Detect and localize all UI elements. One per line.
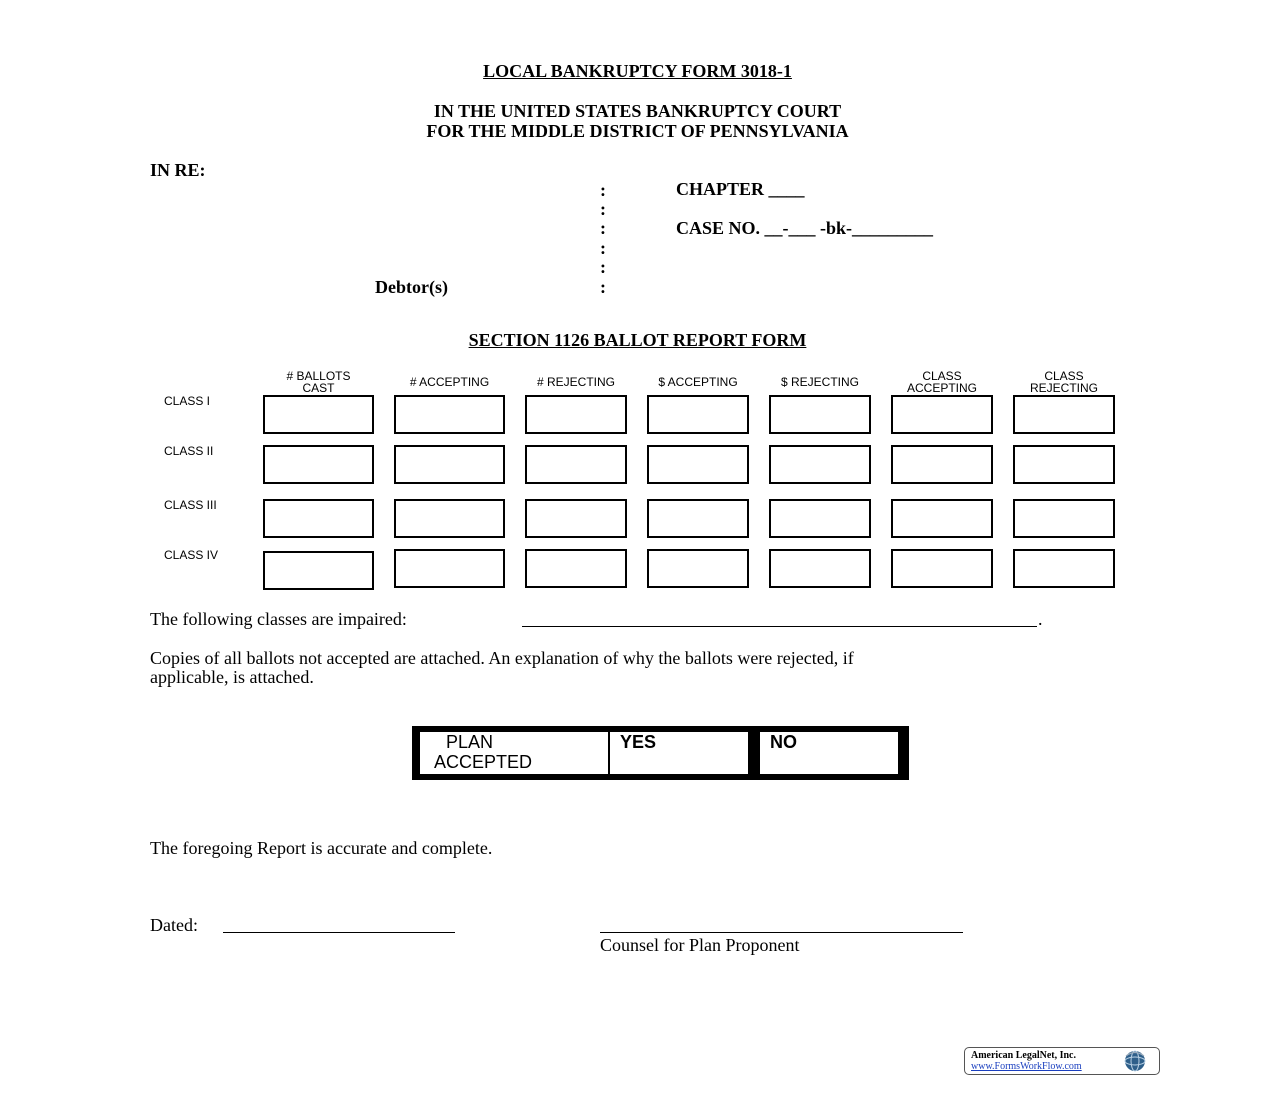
ballot-cell[interactable] — [1013, 395, 1115, 434]
row-label: CLASS II — [164, 444, 214, 458]
dated-field[interactable] — [223, 932, 455, 933]
ballot-cell[interactable] — [769, 499, 871, 538]
ballot-cell[interactable] — [525, 499, 627, 538]
ballot-cell[interactable] — [263, 445, 374, 484]
american-legalnet-badge — [964, 1047, 1160, 1075]
column-header-line: # REJECTING — [536, 375, 615, 389]
column-header-line: CLASS — [922, 369, 962, 383]
counsel-label: Counsel for Plan Proponent — [600, 935, 800, 955]
ballot-cell[interactable] — [769, 549, 871, 588]
chapter-field: CHAPTER ____ — [676, 179, 805, 199]
column-header-line: CLASS — [1044, 369, 1084, 383]
section-title: SECTION 1126 BALLOT REPORT FORM — [468, 330, 807, 350]
impaired-classes-field[interactable] — [522, 626, 1037, 627]
badge-url[interactable]: www.FormsWorkFlow.com — [971, 1061, 1082, 1072]
counsel-signature-line[interactable] — [600, 932, 963, 933]
plan-no-cell[interactable] — [760, 732, 898, 774]
ballot-cell[interactable] — [891, 499, 993, 538]
ballot-cell[interactable] — [263, 551, 374, 590]
column-header-line: REJECTING — [1029, 381, 1098, 395]
column-header-line: # ACCEPTING — [409, 375, 490, 389]
column-header-line: # BALLOTS — [286, 369, 351, 383]
ballot-cell[interactable] — [525, 445, 627, 484]
accurate-statement: The foregoing Report is accurate and complete. — [150, 838, 493, 858]
ballot-cell[interactable] — [891, 549, 993, 588]
ballot-cell[interactable] — [263, 499, 374, 538]
impaired-classes-label: The following classes are impaired: — [150, 609, 407, 629]
ballot-cell[interactable] — [647, 445, 749, 484]
column-header-line: ACCEPTING — [906, 381, 977, 395]
caption-colon: : — [600, 199, 606, 219]
ballot-cell[interactable] — [394, 445, 505, 484]
impaired-period: . — [1038, 609, 1043, 629]
caption-colon: : — [600, 238, 606, 258]
column-header — [394, 376, 505, 388]
ballot-cell[interactable] — [647, 395, 749, 434]
ballot-cell[interactable] — [394, 549, 505, 588]
court-name-line-1: IN THE UNITED STATES BANKRUPTCY COURT — [433, 101, 842, 121]
column-header — [891, 370, 993, 394]
ballot-cell[interactable] — [891, 395, 993, 434]
row-label: CLASS IV — [164, 548, 219, 562]
column-header — [769, 376, 871, 388]
ballot-cell[interactable] — [394, 499, 505, 538]
plan-no-label: NO — [770, 732, 797, 752]
column-header — [525, 376, 627, 388]
plan-accepted-box — [412, 726, 909, 780]
caption-colon: : — [600, 218, 606, 238]
column-header — [263, 370, 374, 394]
row-label: CLASS III — [164, 498, 217, 512]
ballot-cell[interactable] — [263, 395, 374, 434]
court-name-line-2: FOR THE MIDDLE DISTRICT OF PENNSYLVANIA — [426, 121, 849, 141]
ballot-cell[interactable] — [891, 445, 993, 484]
copies-text-line-1: Copies of all ballots not accepted are attached. An explanation of why the ballots were rejected, if — [150, 648, 854, 668]
ballot-cell[interactable] — [647, 499, 749, 538]
globe-icon — [1123, 1050, 1147, 1072]
badge-company: American LegalNet, Inc. — [971, 1050, 1076, 1061]
dated-label: Dated: — [150, 915, 198, 935]
ballot-cell[interactable] — [1013, 445, 1115, 484]
caption-colon: : — [600, 257, 606, 277]
ballot-cell[interactable] — [647, 549, 749, 588]
debtor-label: Debtor(s) — [375, 277, 448, 297]
ballot-cell[interactable] — [1013, 549, 1115, 588]
plan-label-line-2: ACCEPTED — [434, 752, 533, 772]
column-header-line: CAST — [302, 381, 335, 395]
case-number-field: CASE NO. __-___ -bk-_________ — [676, 218, 934, 238]
ballot-cell[interactable] — [525, 395, 627, 434]
ballot-cell[interactable] — [769, 395, 871, 434]
plan-yes-label: YES — [620, 732, 657, 752]
column-header — [1013, 370, 1115, 394]
row-label: CLASS I — [164, 394, 211, 408]
plan-accepted-label-cell — [420, 732, 608, 774]
column-header-line: $ ACCEPTING — [658, 375, 738, 389]
ballot-cell[interactable] — [1013, 499, 1115, 538]
plan-yes-cell[interactable] — [610, 732, 748, 774]
ballot-cell[interactable] — [769, 445, 871, 484]
plan-label-line-1: PLAN — [446, 732, 494, 752]
ballot-cell[interactable] — [525, 549, 627, 588]
column-header — [647, 376, 749, 388]
form-title: LOCAL BANKRUPTCY FORM 3018-1 — [483, 61, 792, 81]
copies-text-line-2: applicable, is attached. — [150, 667, 314, 687]
in-re-label: IN RE: — [150, 160, 206, 180]
caption-colon: : — [600, 277, 606, 297]
caption-colon: : — [600, 180, 606, 200]
ballot-cell[interactable] — [394, 395, 505, 434]
column-header-line: $ REJECTING — [780, 375, 859, 389]
